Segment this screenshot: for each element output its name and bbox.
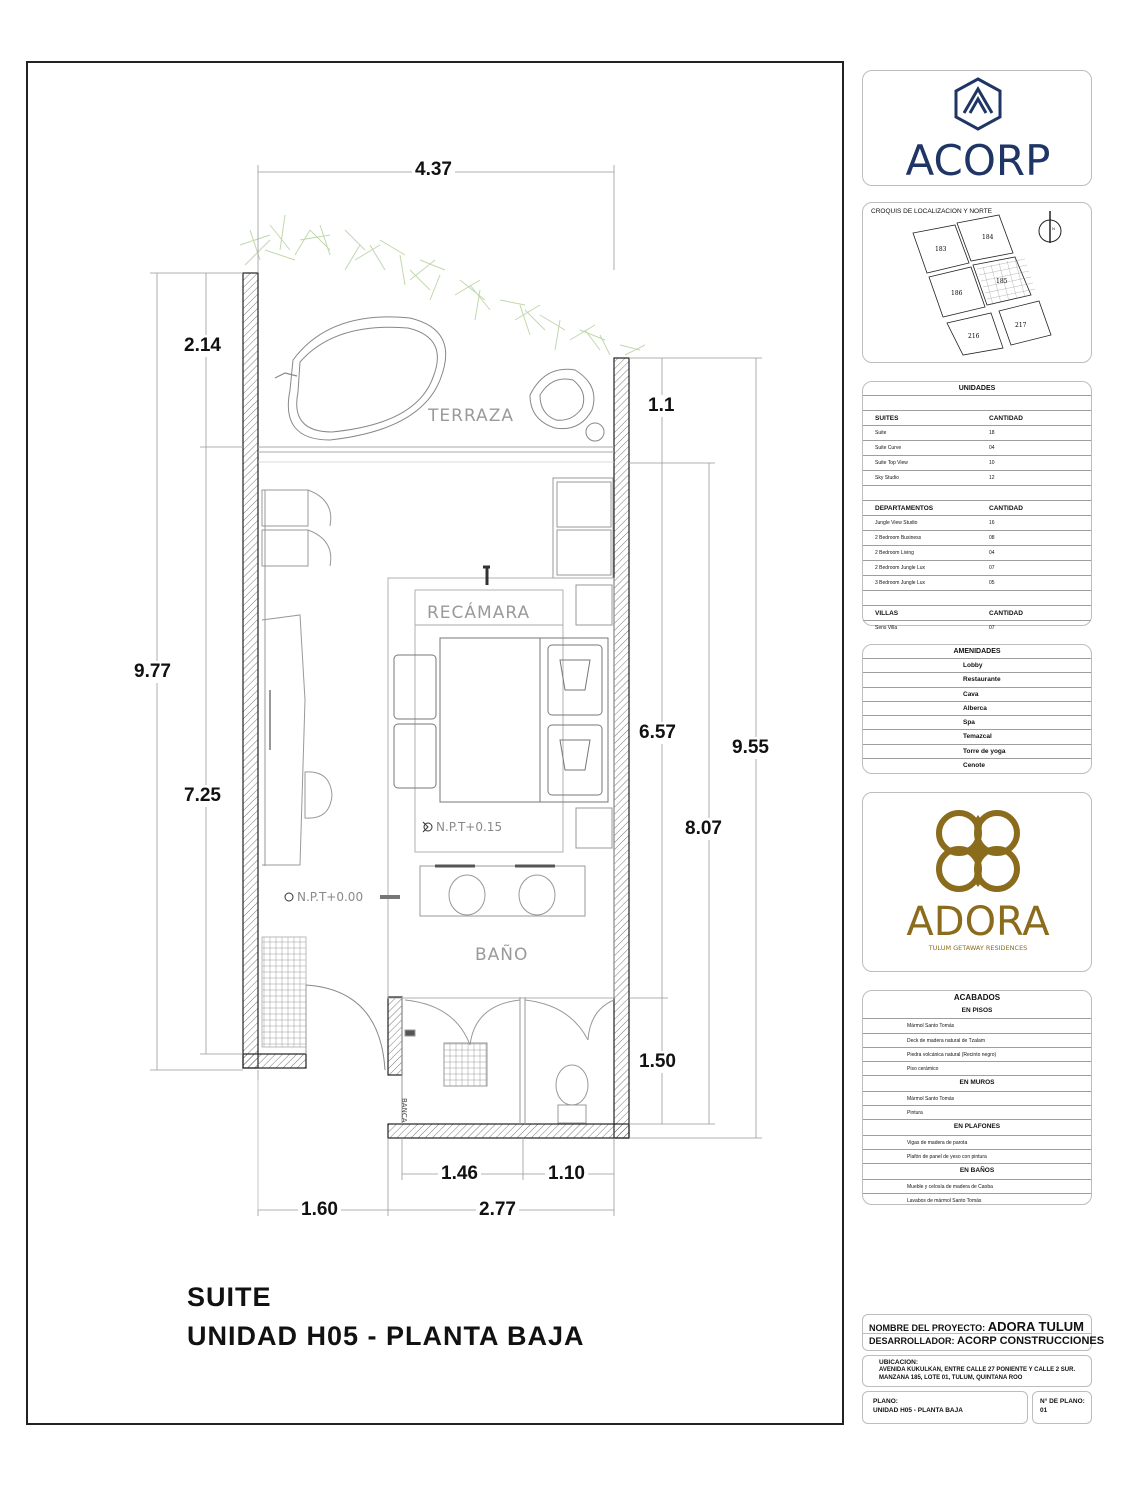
list-item: Lobby [863,658,1091,672]
list-item: Plafón de panel de yeso con pintura [863,1149,1091,1163]
developer-label: DESARROLLADOR: [869,1336,955,1346]
unidades-table [862,381,1092,631]
dim-left-interior: 7.25 [181,785,224,807]
table-cell: 3 Bedroom Jungle Lux [875,580,926,586]
table-cell: 07 [989,625,995,631]
svg-text:N: N [1052,226,1055,231]
table-cell: Sky Studio [875,475,899,481]
north-arrow [1039,211,1061,243]
dim-right-total: 9.55 [729,737,772,759]
acorp-logo-panel [862,70,1092,186]
adora-logo-panel [862,792,1092,972]
list-item: Cenote [863,758,1091,772]
list-item: Lavabos de mármol Santo Tomás [863,1193,1091,1207]
room-label-recamara: RECÁMARA [427,603,531,623]
dim-bottom-right: 2.77 [476,1199,519,1221]
dim-bottom-left: 1.60 [298,1199,341,1221]
vanity [380,866,585,916]
plano-number-value: 01 [1040,1407,1048,1414]
list-item: Piso cerámico [863,1061,1091,1075]
floor-plan [26,61,844,1425]
dim-bottom-bath-left: 1.46 [438,1163,481,1185]
list-item: Deck de madera natural de Tzalam [863,1033,1091,1047]
plano-number-box [1032,1391,1092,1424]
developer-value: ACORP CONSTRUCCIONES [957,1335,1105,1347]
list-item: Vigas de madera de parota [863,1135,1091,1149]
pisos-header: EN PISOS [961,1007,993,1014]
amenidades-title: AMENIDADES [953,648,1001,655]
shower-wc [402,997,614,1124]
dim-right-mid: 8.07 [682,818,725,840]
plan-title: SUITE [187,1282,272,1312]
closet [262,490,331,866]
location-line2: MANZANA 185, LOTE 01, TULUM, QUINTANA ROO [879,1375,1023,1381]
plan-subtitle: UNIDAD H05 - PLANTA BAJA [187,1321,585,1351]
acabados-title: ACABADOS [953,993,1001,1002]
cabinets-right [553,478,613,848]
muros-header: EN MUROS [863,1075,1091,1090]
room-label-bano: BAÑO [475,945,529,965]
lot-184: 184 [982,234,994,241]
table-cell: 05 [989,580,995,586]
dim-right-bedroom: 6.57 [636,722,679,744]
cantidad-header: CANTIDAD [989,609,1023,617]
project-info-box [862,1314,1105,1351]
table-cell: 04 [989,445,995,451]
dim-right-terraza: 1.1 [645,395,677,417]
acabados-table [862,990,1092,1205]
list-item: Mármol Santo Tomás [863,1018,1091,1032]
project-value: ADORA TULUM [987,1319,1084,1334]
list-item: Alberca [863,701,1091,715]
table-cell: 18 [989,430,995,436]
lot-186: 186 [951,290,963,297]
lot-217: 217 [1015,322,1027,329]
croquis-map [863,203,1093,364]
list-item: Temazcal [863,729,1091,743]
lot-216: 216 [968,333,980,340]
project-label: NOMBRE DEL PROYECTO: [869,1323,986,1333]
desk [262,615,332,865]
room-label-terraza: TERRAZA [428,406,514,426]
entry-door [262,937,385,1070]
terrace-chair [530,369,604,441]
croquis-title: CROQUIS DE LOCALIZACION Y NORTE [871,208,992,215]
lot-183: 183 [935,246,947,253]
acorp-logo [863,71,1093,187]
vegetation [240,215,645,355]
dim-right-bath: 1.50 [636,1051,679,1073]
lot-185: 185 [996,278,1008,285]
table-cell: 16 [989,520,995,526]
croquis-panel [862,202,1092,363]
amenidades-table [862,644,1092,774]
bed [394,638,608,802]
table-cell: Suite [875,430,887,436]
level-npt-015: N.P.T+0.15 [436,820,503,834]
table-cell: 2 Bedroom Jungle Lux [875,565,926,571]
suites-header: SUITES [875,414,899,422]
level-npt-000: N.P.T+0.00 [297,890,364,904]
table-cell: 04 [989,550,995,556]
unidades-title: UNIDADES [958,385,996,392]
table-cell: Suite Curve [875,445,902,451]
adora-tagline: TULUM GETAWAY RESIDENCES [928,944,1028,952]
table-cell: 2 Bedroom Business [875,535,922,541]
plano-label: PLANO: [873,1398,898,1405]
room-label-banca: BANCA [400,1098,408,1123]
location-box [862,1355,1092,1387]
adora-name: ADORA [906,899,1050,945]
departamentos-header: DEPARTAMENTOS [875,504,934,512]
banos-header: EN BAÑOS [863,1163,1091,1178]
table-cell: Sens Villa [875,625,898,631]
bedroom-zone [388,567,614,998]
plano-number-label: N° DE PLANO: [1040,1398,1085,1405]
plano-box [862,1391,1028,1424]
adora-logo [863,793,1093,973]
dim-top-width: 4.37 [412,159,455,181]
list-item: Pintura [863,1105,1091,1119]
table-cell: 12 [989,475,995,481]
acorp-name: ACORP [905,136,1051,185]
table-cell: 07 [989,565,995,571]
villas-header: VILLAS [875,609,899,617]
dim-left-terraza: 2.14 [181,335,224,357]
table-cell: Suite Top View [875,460,908,466]
table-cell: 10 [989,460,995,466]
table-cell: Jungle View Studio [875,520,918,526]
list-item: Restaurante [863,672,1091,686]
cantidad-header: CANTIDAD [989,504,1023,512]
plano-value: UNIDAD H05 - PLANTA BAJA [873,1407,963,1414]
plunge-pool [275,317,446,440]
list-item: Cava [863,687,1091,701]
table-cell: 2 Bedroom Living [875,550,914,556]
list-item: Mueble y celosía de madera de Caoba [863,1179,1091,1193]
dim-left-total: 9.77 [131,661,174,683]
table-cell: 08 [989,535,995,541]
list-item: Torre de yoga [863,744,1091,758]
dim-bottom-bath-right: 1.10 [545,1163,588,1185]
location-line1: AVENIDA KUKULKAN, ENTRE CALLE 27 PONIENTE Y CALLE 2 SUR. [879,1367,1076,1373]
list-item: Piedra volcánica natural (Recinto negro) [863,1047,1091,1061]
cantidad-header: CANTIDAD [989,414,1023,422]
list-item: Spa [863,715,1091,729]
plafones-header: EN PLAFONES [863,1119,1091,1134]
list-item: Mármol Santo Tomás [863,1091,1091,1105]
location-label: UBICACION: [879,1359,918,1366]
